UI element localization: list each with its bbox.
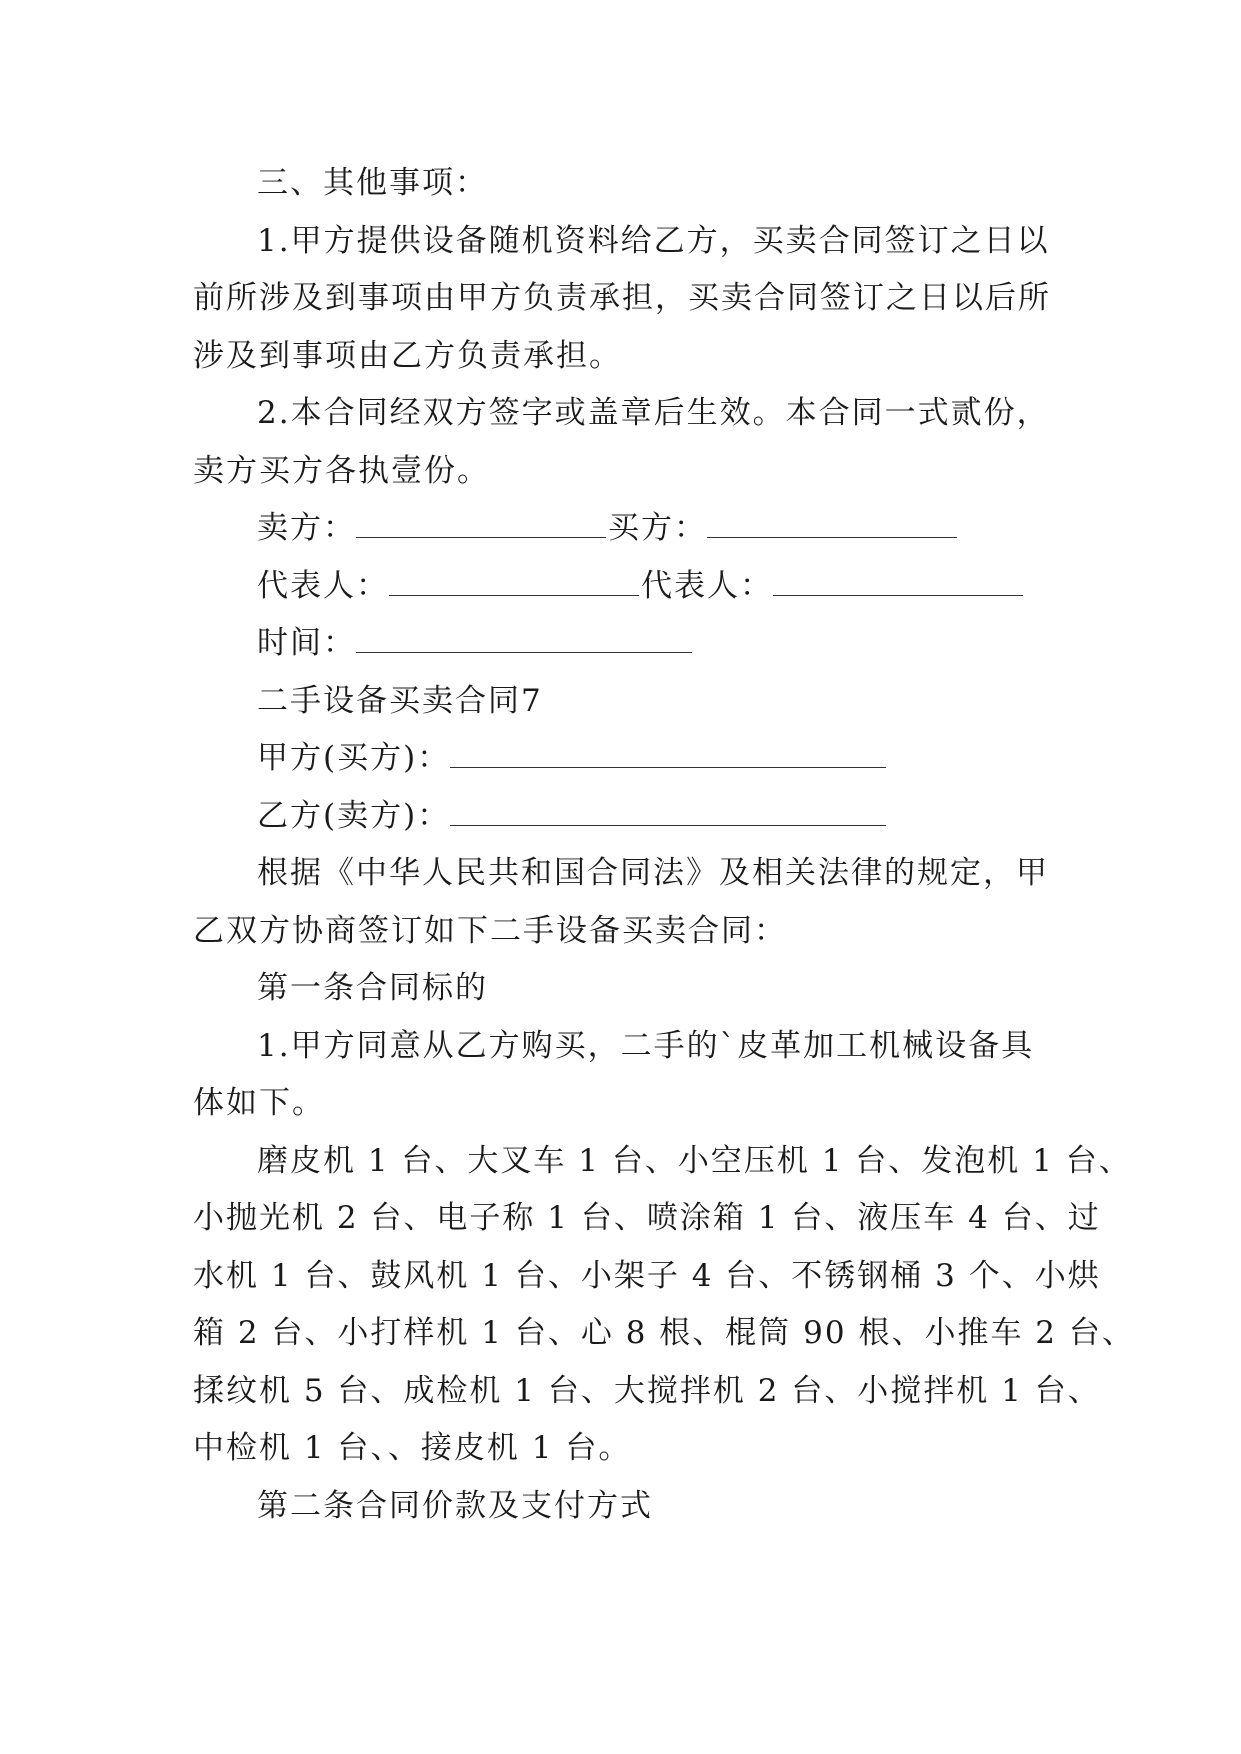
equipment-list-line: 中检机 1 台、、接皮机 1 台。 <box>193 1430 632 1466</box>
article-2-heading: 第二条合同价款及支付方式 <box>257 1487 653 1524</box>
paragraph-line: 前所涉及到事项由甲方负责承担，买卖合同签订之日以后所 <box>193 280 1051 316</box>
paragraph-line: 1.甲方提供设备随机资料给乙方，买卖合同签订之日以 <box>257 222 1050 259</box>
seller-blank <box>356 523 606 538</box>
party-b-blank <box>450 811 886 826</box>
seller-rep-label: 代表人： <box>257 567 389 604</box>
buyer-rep-label: 代表人： <box>641 567 773 604</box>
article-1-heading: 第一条合同标的 <box>257 970 488 1006</box>
time-label: 时间： <box>257 625 356 661</box>
contract-title: 二手设备买卖合同7 <box>257 682 543 719</box>
seller-rep-blank <box>389 581 639 596</box>
buyer-blank <box>707 523 957 538</box>
signature-row-time <box>193 615 1053 673</box>
party-b-row <box>193 788 1053 846</box>
time-blank <box>356 638 692 653</box>
paragraph-line: 2.本合同经双方签字或盖章后生效。本合同一式贰份， <box>257 395 1050 431</box>
seller-label: 卖方： <box>257 510 356 546</box>
party-a-row <box>193 730 1053 788</box>
equipment-list-line: 磨皮机 1 台、大叉车 1 台、小空压机 1 台、发泡机 1 台、 <box>257 1142 1132 1179</box>
section-heading-other-matters: 三、其他事项： <box>257 165 488 201</box>
equipment-list-line: 箱 2 台、小打样机 1 台、心 8 根、棍筒 90 根、小推车 2 台、 <box>193 1315 1135 1351</box>
buyer-rep-blank <box>773 581 1023 596</box>
signature-row-parties <box>193 500 1053 558</box>
intro-line: 乙双方协商签订如下二手设备买卖合同： <box>193 912 787 949</box>
equipment-list-line: 小抛光机 2 台、电子称 1 台、喷涂箱 1 台、液压车 4 台、过 <box>193 1200 1101 1236</box>
equipment-list-line: 水机 1 台、鼓风机 1 台、小架子 4 台、不锈钢桶 3 个、小烘 <box>193 1257 1101 1294</box>
buyer-label: 买方： <box>608 510 707 546</box>
party-a-label: 甲方(买方)： <box>257 740 451 776</box>
party-a-blank <box>450 753 886 768</box>
paragraph-line: 涉及到事项由乙方负责承担。 <box>193 337 622 374</box>
party-b-label: 乙方(卖方)： <box>257 797 451 834</box>
equipment-list-line: 揉纹机 5 台、成检机 1 台、大搅拌机 2 台、小搅拌机 1 台、 <box>193 1372 1101 1409</box>
document-body <box>193 155 1135 1535</box>
intro-line: 根据《中华人民共和国合同法》及相关法律的规定，甲 <box>257 855 1049 891</box>
paragraph-line: 卖方买方各执壹份。 <box>193 452 490 489</box>
article-1-item: 1.甲方同意从乙方购买，二手的`皮革加工机械设备具 <box>257 1027 1035 1064</box>
article-1-item: 体如下。 <box>193 1085 325 1121</box>
signature-row-representatives <box>193 558 1053 616</box>
